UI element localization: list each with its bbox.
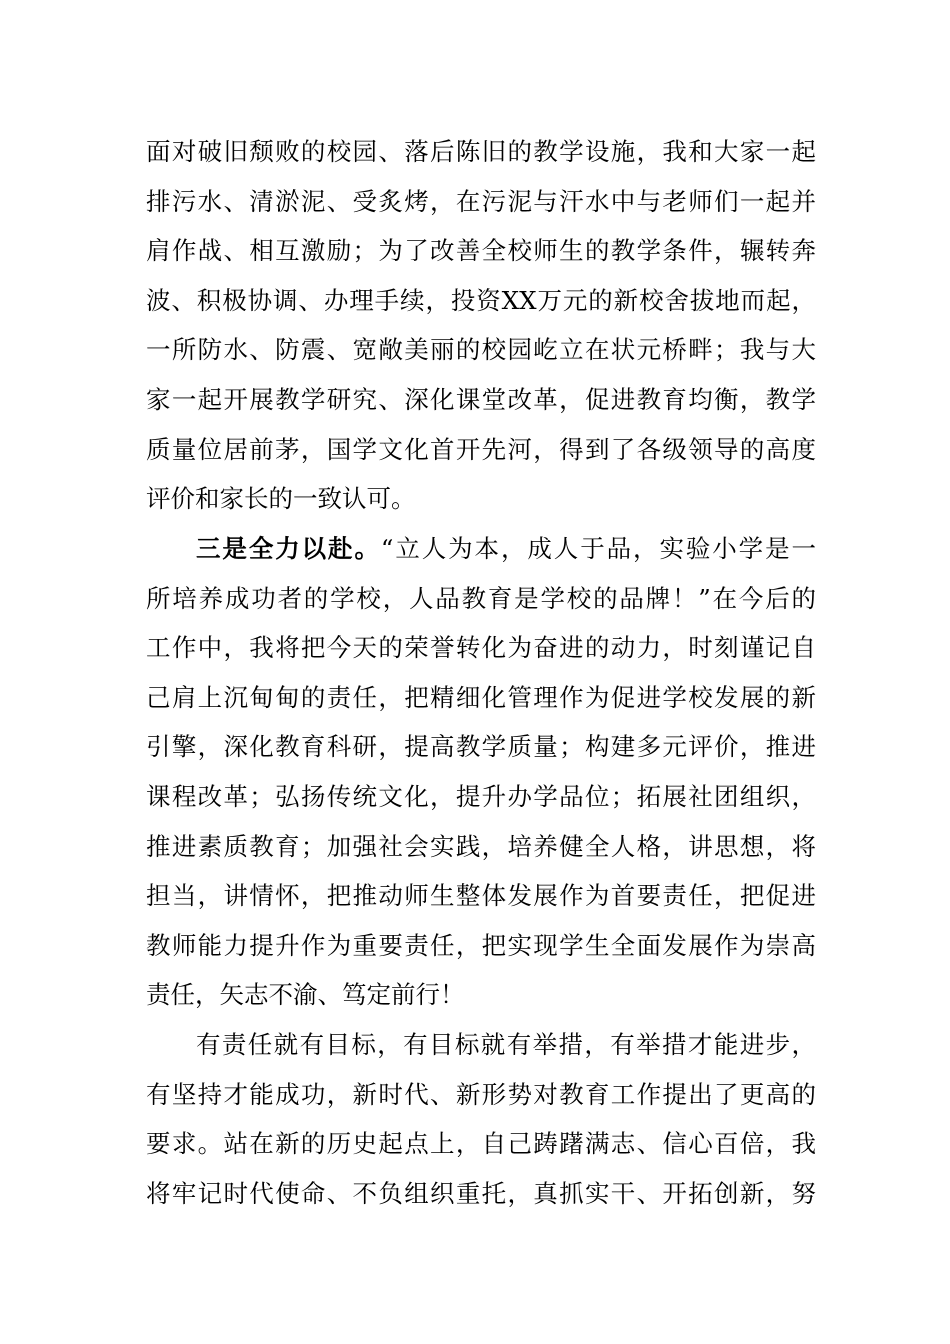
paragraph-1 <box>146 127 816 524</box>
paragraph-line: 将牢记时代使命、不负组织重托，真抓实干、开拓创新，努 <box>146 1178 816 1208</box>
paragraph-line: 肩作战、相互激励；为了改善全校师生的教学条件，辗转奔 <box>146 236 816 266</box>
section-heading: 三是全力以赴。 <box>196 534 381 563</box>
paragraph-line: 担当，讲情怀，把推动师生整体发展作为首要责任，把促进 <box>146 881 816 911</box>
paragraph-line: 波、积极协调、办理手续，投资XX万元的新校舍拔地而起， <box>146 285 816 315</box>
paragraph-line: 一所防水、防震、宽敞美丽的校园屹立在状元桥畔；我与大 <box>146 335 816 365</box>
paragraph-first-line <box>146 524 816 574</box>
paragraph-3 <box>146 1020 816 1218</box>
paragraph-line: 有坚持才能成功，新时代、新形势对教育工作提出了更高的 <box>146 1079 816 1109</box>
paragraph-line: 要求。站在新的历史起点上，自己踌躇满志、信心百倍，我 <box>146 1129 816 1159</box>
paragraph-line: 面对破旧颓败的校园、落后陈旧的教学设施，我和大家一起 <box>146 137 816 166</box>
paragraph-line: 引擎，深化教育科研，提高教学质量；构建多元评价，推进 <box>146 732 816 762</box>
paragraph-2 <box>146 524 816 1020</box>
paragraph-line-text: “立人为本，成人于品，实验小学是一 <box>380 534 817 563</box>
paragraph-line: 教师能力提升作为重要责任，把实现学生全面发展作为崇高 <box>146 930 816 960</box>
paragraph-line: 排污水、清淤泥、受炙烤，在污泥与汗水中与老师们一起并 <box>146 186 816 216</box>
paragraph-line: 所培养成功者的学校，人品教育是学校的品牌！”在今后的 <box>146 583 816 613</box>
paragraph-line: 有责任就有目标，有目标就有举措，有举措才能进步， <box>196 1030 816 1059</box>
paragraph-line: 责任，矢志不渝、笃定前行！ <box>146 980 465 1010</box>
paragraph-line: 家一起开展教学研究、深化课堂改革，促进教育均衡，教学 <box>146 384 816 414</box>
paragraph-line: 己肩上沉甸甸的责任，把精细化管理作为促进学校发展的新 <box>146 682 816 712</box>
paragraph-line: 质量位居前茅，国学文化首开先河，得到了各级领导的高度 <box>146 434 816 464</box>
paragraph-line: 评价和家长的一致认可。 <box>146 484 416 514</box>
paragraph-line: 课程改革；弘扬传统文化，提升办学品位；拓展社团组织， <box>146 781 816 811</box>
paragraph-line: 推进素质教育；加强社会实践，培养健全人格，讲思想，将 <box>146 831 816 861</box>
paragraph-line: 工作中，我将把今天的荣誉转化为奋进的动力，时刻谨记自 <box>146 633 816 663</box>
